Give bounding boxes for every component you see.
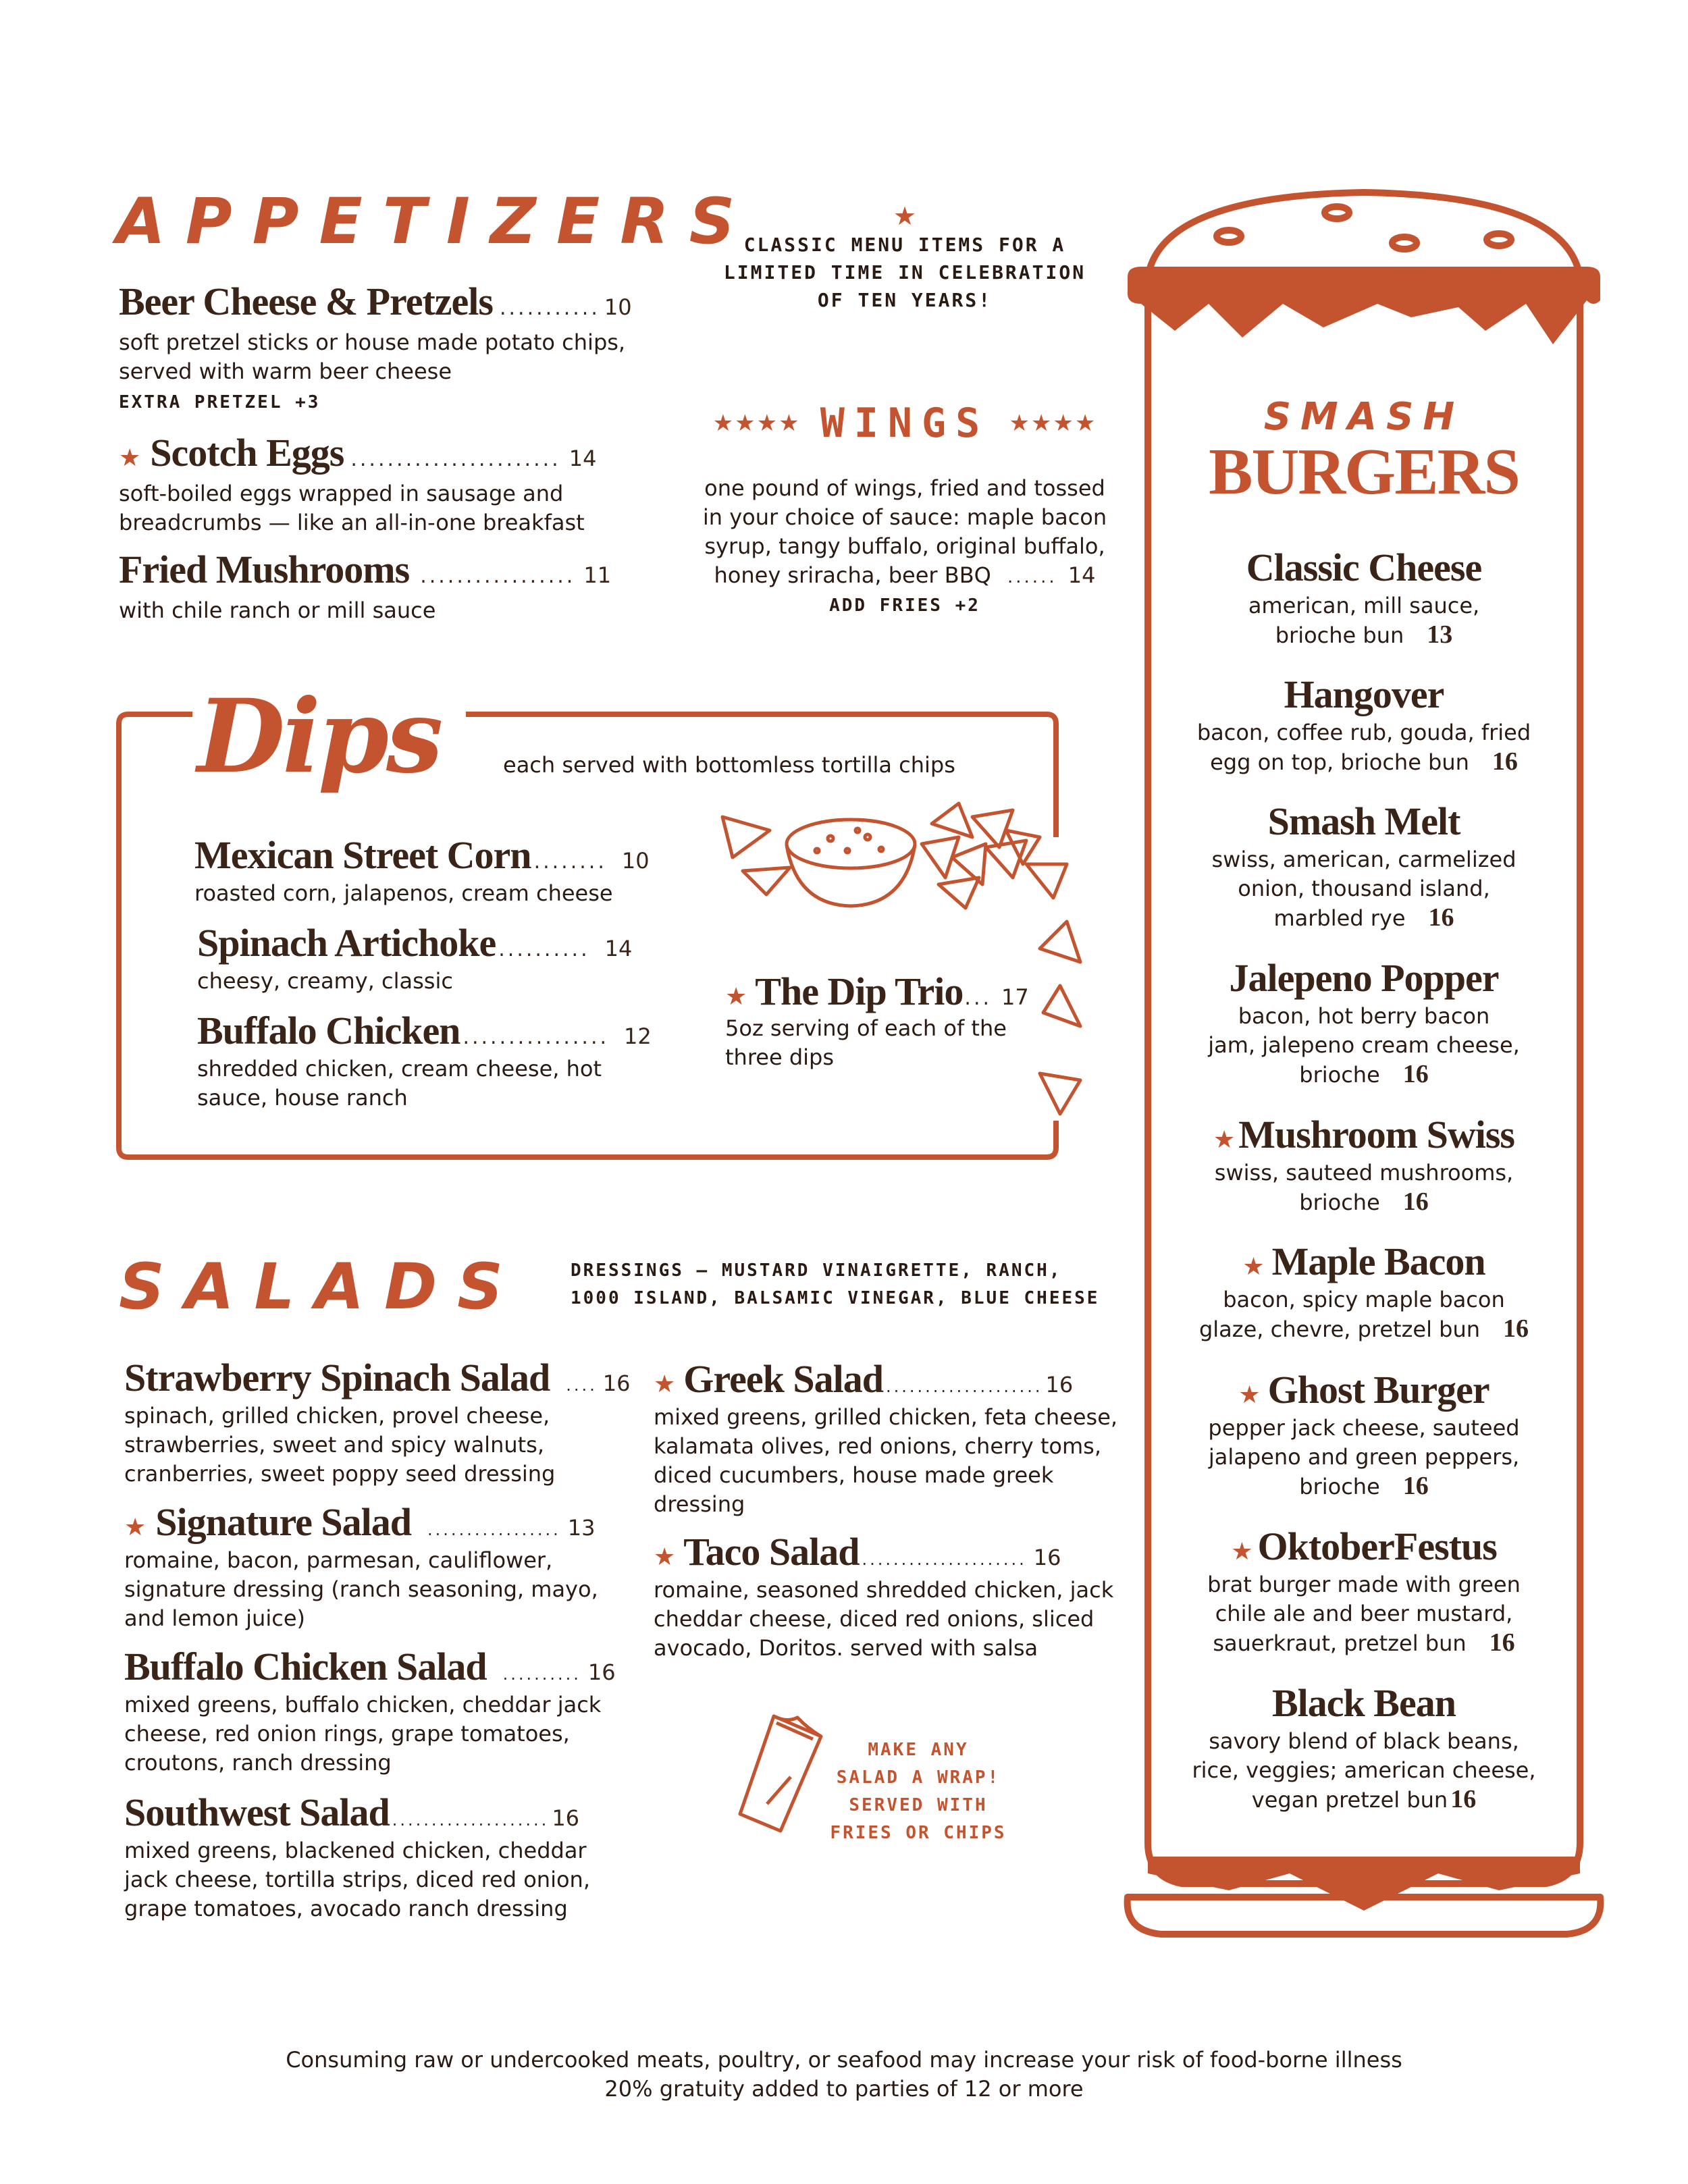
- burger-item: [1148, 956, 1580, 1090]
- item-name: The Dip Trio: [755, 969, 964, 1013]
- promo-line: LIMITED TIME IN CELEBRATION: [723, 261, 1086, 284]
- item-name-text: Ghost Burger: [1267, 1368, 1489, 1412]
- item-description: grape tomatoes, avocado ranch dressing: [124, 1896, 568, 1921]
- dips-subtitle: each served with bottomless tortilla chips: [503, 752, 955, 778]
- item-price: 16: [1450, 1785, 1477, 1813]
- salad-item: [124, 1500, 598, 1633]
- item-description: mixed greens, buffalo chicken, cheddar jack: [124, 1692, 602, 1717]
- wrap-line: MAKE ANY: [868, 1740, 969, 1760]
- item-description-line: egg on top, brioche bun: [1210, 749, 1469, 775]
- item-description: signature dressing (ranch seasoning, mayo,: [124, 1576, 598, 1602]
- item-name: Mexican Street Corn: [194, 833, 531, 877]
- item-description: [1148, 1188, 1580, 1217]
- star-icon: ★: [1213, 1126, 1235, 1154]
- item-description: [1148, 1314, 1580, 1344]
- wings-description: [682, 561, 1128, 592]
- item-price: 17: [1001, 984, 1029, 1010]
- burger-item: [1148, 1242, 1580, 1344]
- item-description: diced cucumbers, house made greek: [654, 1462, 1054, 1488]
- wrap-line: SALAD A WRAP!: [836, 1767, 1001, 1788]
- item-description: pepper jack cheese, sauteed: [1208, 1415, 1520, 1441]
- promo-note: [716, 201, 1094, 314]
- footer-gratuity: 20% gratuity added to parties of 12 or more: [604, 2076, 1084, 2102]
- item-price: 16: [1045, 1372, 1074, 1397]
- item-description: brat burger made with green: [1207, 1572, 1521, 1597]
- item-description-line: brioche bun: [1275, 622, 1404, 648]
- item-name: Smash Melt: [1267, 799, 1460, 843]
- salad-item: [124, 1790, 590, 1923]
- star-icon: ★: [725, 983, 747, 1011]
- item-description: with chile ranch or mill sauce: [119, 597, 436, 623]
- leader-dots: ........: [533, 850, 607, 874]
- item-name: Buffalo Chicken Salad: [124, 1645, 487, 1688]
- item-description: croutons, ranch dressing: [124, 1750, 392, 1776]
- item-name: Scotch Eggs: [150, 431, 344, 475]
- item-price: 11: [583, 562, 612, 588]
- item-name: Beer Cheese & Pretzels: [119, 279, 493, 323]
- star-icon: ★: [1242, 1253, 1264, 1281]
- appetizer-item: [119, 433, 632, 537]
- item-price: 10: [621, 848, 650, 874]
- item-description: swiss, sauteed mushrooms,: [1214, 1160, 1514, 1186]
- dressings-line: 1000 ISLAND, BALSAMIC VINEGAR, BLUE CHEESE: [571, 1288, 1100, 1308]
- item-description-line: marbled rye: [1273, 905, 1406, 931]
- item-description: served with warm beer cheese: [119, 358, 452, 384]
- item-description-line: glaze, chevre, pretzel bun: [1198, 1316, 1481, 1342]
- item-name: Strawberry Spinach Salad: [124, 1356, 550, 1400]
- item-description-line: brioche: [1299, 1474, 1380, 1499]
- leader-dots: ....: [566, 1376, 598, 1395]
- wrap-line: SERVED WITH: [849, 1795, 988, 1815]
- wings-description: syrup, tangy buffalo, original buffalo,: [704, 533, 1105, 559]
- star-icon: ★: [654, 1370, 676, 1398]
- item-price: 16: [1402, 1188, 1429, 1216]
- dip-item: [197, 1011, 652, 1113]
- item-name: Classic Cheese: [1246, 545, 1482, 589]
- item-description-line: sauerkraut, pretzel bun: [1213, 1630, 1467, 1656]
- item-price: 14: [604, 936, 633, 961]
- burger-item: [1148, 1524, 1580, 1658]
- item-description: onion, thousand island,: [1238, 876, 1490, 901]
- dip-bowl-illustration: [716, 797, 1094, 1134]
- leader-dots: ...........: [499, 296, 600, 320]
- appetizer-item: [119, 550, 632, 625]
- appetizers-title: APPETIZERS: [116, 185, 756, 259]
- item-description: jack cheese, tortilla strips, diced red onion,: [124, 1867, 590, 1892]
- item-description: jalapeno and green peppers,: [1208, 1444, 1520, 1470]
- item-description: mixed greens, blackened chicken, cheddar: [124, 1838, 587, 1863]
- leader-dots: .................: [420, 564, 576, 588]
- leader-dots: .................: [427, 1520, 561, 1539]
- star-icon: ★: [1231, 1538, 1252, 1566]
- wings-description: in your choice of sauce: maple bacon: [702, 504, 1107, 530]
- leader-dots: ..........: [498, 938, 590, 961]
- item-description: romaine, seasoned shredded chicken, jack: [654, 1577, 1114, 1603]
- item-name: Greek Salad: [683, 1357, 883, 1401]
- item-name-text: Maple Bacon: [1271, 1240, 1485, 1283]
- wings-title: WINGS: [820, 400, 990, 447]
- item-name: [1148, 1524, 1580, 1568]
- item-name: Hangover: [1284, 672, 1444, 716]
- item-description: savory blend of black beans,: [1209, 1728, 1519, 1754]
- item-name: Black Bean: [1272, 1681, 1456, 1725]
- item-description: bacon, hot berry bacon: [1238, 1003, 1490, 1029]
- burgers-title: [1148, 395, 1580, 508]
- item-name-text: OktoberFestus: [1257, 1524, 1497, 1568]
- dip-item: [194, 833, 650, 908]
- item-price: 16: [1503, 1314, 1529, 1343]
- item-price: 13: [567, 1515, 596, 1541]
- item-description: kalamata olives, red onions, cherry toms,: [654, 1433, 1101, 1459]
- item-extra: EXTRA PRETZEL +3: [119, 392, 321, 412]
- salad-item: [654, 1530, 1114, 1663]
- item-description: sauce, house ranch: [197, 1085, 408, 1111]
- item-name: [1148, 1370, 1580, 1410]
- item-price: 14: [569, 446, 597, 471]
- item-description: avocado, Doritos. served with salsa: [654, 1635, 1038, 1661]
- item-description: bacon, spicy maple bacon: [1223, 1287, 1505, 1312]
- item-description: cranberries, sweet poppy seed dressing: [124, 1461, 556, 1487]
- item-description: [1148, 1785, 1580, 1815]
- burger-item: [1148, 1115, 1580, 1217]
- wrap-promo: [817, 1736, 1020, 1847]
- footer: [0, 2046, 1688, 2104]
- item-description: breadcrumbs — like an all-in-one breakfast: [119, 510, 585, 535]
- item-price: 16: [1402, 1060, 1429, 1088]
- item-price: 16: [1402, 1472, 1429, 1500]
- item-description: [1148, 620, 1580, 650]
- burgers-title-burgers: BURGERS: [1209, 435, 1519, 508]
- burgers-title-smash: SMASH: [1263, 395, 1465, 439]
- wings-header: [682, 400, 1128, 447]
- wings-sauce-line: honey sriracha, beer BBQ: [714, 562, 991, 588]
- star-icon: ★: [654, 1543, 676, 1571]
- item-price: 10: [604, 294, 632, 320]
- item-description: cheddar cheese, diced red onions, sliced: [654, 1606, 1094, 1632]
- item-description: spinach, grilled chicken, provel cheese,: [124, 1403, 550, 1429]
- item-description: chile ale and beer mustard,: [1215, 1601, 1513, 1626]
- dip-item: [197, 921, 633, 996]
- star-icon: ★★★★: [712, 410, 801, 437]
- leader-dots: ......: [1007, 567, 1057, 587]
- item-name: [1148, 1242, 1580, 1281]
- item-description: bacon, coffee rub, gouda, fried: [1196, 720, 1531, 745]
- item-description: [1148, 1472, 1580, 1501]
- item-description: mixed greens, grilled chicken, feta cheese,: [654, 1404, 1118, 1430]
- item-description: [1148, 747, 1580, 777]
- item-description: [1148, 1060, 1580, 1090]
- dips-title: Dips: [197, 677, 441, 796]
- wrap-line: FRIES OR CHIPS: [830, 1823, 1007, 1843]
- item-price: 16: [1489, 1628, 1515, 1657]
- item-name: Southwest Salad: [124, 1790, 390, 1834]
- salad-item: [654, 1357, 1118, 1519]
- leader-dots: ....................: [885, 1377, 1043, 1396]
- burger-item: [1148, 545, 1580, 650]
- leader-dots: .....................: [862, 1550, 1027, 1569]
- item-name: [1148, 1115, 1580, 1154]
- item-price: 16: [587, 1659, 616, 1685]
- leader-dots: ..........: [502, 1665, 581, 1684]
- item-name: Jalepeno Popper: [1229, 956, 1499, 1000]
- item-price: 16: [602, 1370, 631, 1396]
- wings-section: [682, 400, 1128, 620]
- dressings-line: DRESSINGS — MUSTARD VINAIGRETTE, RANCH,: [571, 1260, 1062, 1281]
- salads-dressings: [571, 1257, 1099, 1312]
- item-description: romaine, bacon, parmesan, cauliflower,: [124, 1547, 553, 1573]
- item-price: 16: [1428, 903, 1454, 932]
- item-description-line: brioche: [1299, 1190, 1380, 1215]
- leader-dots: ................: [463, 1026, 610, 1049]
- appetizer-item: [119, 279, 632, 417]
- item-description: cheesy, creamy, classic: [197, 968, 453, 994]
- leader-dots: ...: [964, 986, 993, 1010]
- item-description: [1148, 903, 1580, 933]
- star-icon: ★: [893, 201, 917, 231]
- item-description: dressing: [654, 1491, 745, 1517]
- item-name: Signature Salad: [155, 1500, 412, 1544]
- item-description: rice, veggies; american cheese,: [1192, 1757, 1536, 1783]
- item-description-line: vegan pretzel bun: [1251, 1787, 1448, 1813]
- item-name: Taco Salad: [683, 1530, 860, 1574]
- item-price: 14: [1067, 562, 1096, 588]
- item-description: three dips: [725, 1044, 835, 1070]
- item-description: shredded chicken, cream cheese, hot: [197, 1056, 602, 1082]
- salad-item: [124, 1647, 616, 1778]
- salad-item: [124, 1358, 630, 1489]
- item-description: jam, jalepeno cream cheese,: [1208, 1032, 1520, 1058]
- item-description: [1148, 1628, 1580, 1658]
- item-price: 13: [1427, 620, 1453, 649]
- promo-line: CLASSIC MENU ITEMS FOR A: [743, 234, 1066, 256]
- item-description: cheese, red onion rings, grape tomatoes,: [124, 1721, 570, 1747]
- leader-dots: .......................: [350, 448, 561, 471]
- item-name-text: Mushroom Swiss: [1238, 1113, 1515, 1156]
- wings-add-fries: ADD FRIES +2: [829, 595, 980, 616]
- burger-item: [1148, 799, 1580, 933]
- item-description: strawberries, sweet and spicy walnuts,: [124, 1432, 545, 1458]
- item-price: 16: [552, 1805, 580, 1831]
- item-description: swiss, american, carmelized: [1211, 847, 1516, 872]
- item-description-line: brioche: [1299, 1062, 1380, 1088]
- item-price: 16: [1492, 747, 1518, 776]
- salads-title: SALADS: [119, 1250, 523, 1324]
- item-description: and lemon juice): [124, 1605, 305, 1631]
- star-icon: ★: [124, 1514, 147, 1541]
- footer-warning: Consuming raw or undercooked meats, poultry, or seafood may increase your risk of food-borne illness: [286, 2047, 1402, 2073]
- burger-item: [1148, 1681, 1580, 1815]
- wings-description: one pound of wings, fried and tossed: [704, 475, 1105, 501]
- item-name: Spinach Artichoke: [197, 921, 496, 965]
- leader-dots: ....................: [392, 1811, 550, 1830]
- item-name: Fried Mushrooms: [119, 548, 410, 591]
- burger-item: [1148, 1370, 1580, 1501]
- item-description: soft-boiled eggs wrapped in sausage and: [119, 481, 564, 506]
- item-description: 5oz serving of each of the: [725, 1015, 1007, 1041]
- star-icon: ★: [1238, 1381, 1260, 1409]
- star-icon: ★: [119, 444, 141, 472]
- item-description: american, mill sauce,: [1248, 593, 1480, 618]
- item-name: Buffalo Chicken: [197, 1009, 460, 1053]
- item-price: 12: [624, 1023, 652, 1049]
- promo-line: OF TEN YEARS!: [817, 289, 993, 311]
- star-icon: ★★★★: [1009, 410, 1097, 437]
- item-price: 16: [1033, 1545, 1061, 1570]
- item-description: roasted corn, jalapenos, cream cheese: [194, 880, 613, 906]
- burger-item: [1148, 672, 1580, 777]
- item-description: soft pretzel sticks or house made potato chips,: [119, 329, 626, 355]
